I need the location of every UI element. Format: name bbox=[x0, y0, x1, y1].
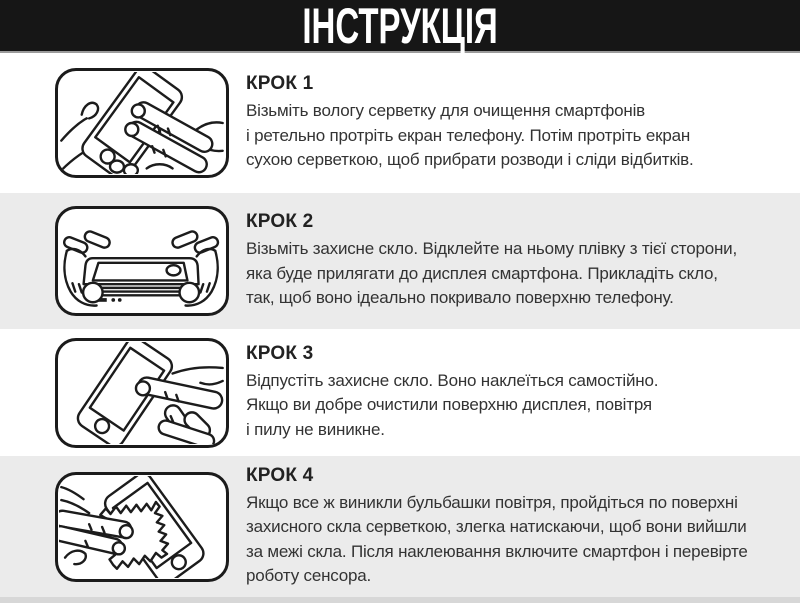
step-4-line-3: за межі скла. Після наклеювання включите смартфон і перевірте bbox=[246, 541, 748, 561]
header-bar bbox=[0, 0, 800, 53]
step-2-line-1: Візьміть захисне скло. Відклейте на ньому плівку з тієї сторони, bbox=[246, 239, 737, 259]
step-3-title: КРОК 3 bbox=[246, 342, 314, 364]
step-4-line-4: роботу сенсора. bbox=[246, 566, 372, 585]
step1-wipe-phone-illustration bbox=[55, 68, 229, 178]
step-2-row bbox=[0, 193, 800, 329]
page-title: ІНСТРУКЦІЯ bbox=[302, 0, 498, 54]
step-4-line-2: захисного скла серветкою, злегка натискаючи, щоб вони вийшли bbox=[246, 517, 747, 536]
hands-wiping-phone-screen-icon bbox=[59, 72, 225, 174]
step-1-title: КРОК 1 bbox=[246, 73, 314, 95]
step-3-line-1: Відпустіть захисне скло. Воно наклеїться самостійно. bbox=[246, 370, 659, 390]
step-2-line-3: так, щоб воно ідеально покривало поверхню телефону. bbox=[246, 288, 674, 308]
step-1-row bbox=[0, 53, 800, 193]
step-4-title: КРОК 4 bbox=[246, 464, 314, 486]
step-2-title: КРОК 2 bbox=[246, 211, 314, 233]
step-4-line-1: Якщо все ж виникли бульбашки повітря, пройдіться по поверхні bbox=[246, 492, 738, 512]
hand-smoothing-bubbles-with-cloth-icon bbox=[59, 476, 225, 578]
step-3-text bbox=[246, 343, 658, 443]
step-3-line-2: Якщо ви добре очистили поверхню дисплея, повітря bbox=[246, 395, 652, 415]
step-1-line-2: і ретельно протріть екран телефону. Потім протріть екран bbox=[246, 125, 691, 145]
step4-wipe-bubbles-illustration bbox=[55, 472, 229, 582]
step-1-line-3: сухою серветкою, щоб прибрати розводи і сліди відбитків. bbox=[246, 150, 694, 170]
step-2-text bbox=[246, 211, 737, 311]
step-4-text bbox=[246, 465, 748, 589]
finger-pressing-glass-on-phone-icon bbox=[59, 342, 225, 444]
two-hands-holding-glass-over-phone-icon bbox=[59, 210, 225, 312]
step2-hold-glass-illustration bbox=[55, 206, 229, 316]
step-3-row bbox=[0, 329, 800, 456]
step3-press-glass-illustration bbox=[55, 338, 229, 448]
step-3-line-3: і пилу не виникне. bbox=[246, 419, 385, 439]
step-2-line-2: яка буде прилягати до дисплея смартфона. Прикладіть скло, bbox=[246, 263, 718, 283]
step-1-line-1: Візьміть вологу серветку для очищення смартфонів bbox=[246, 101, 645, 121]
step-1-text bbox=[246, 73, 694, 173]
bottom-strip bbox=[0, 597, 800, 603]
step-4-row bbox=[0, 456, 800, 597]
